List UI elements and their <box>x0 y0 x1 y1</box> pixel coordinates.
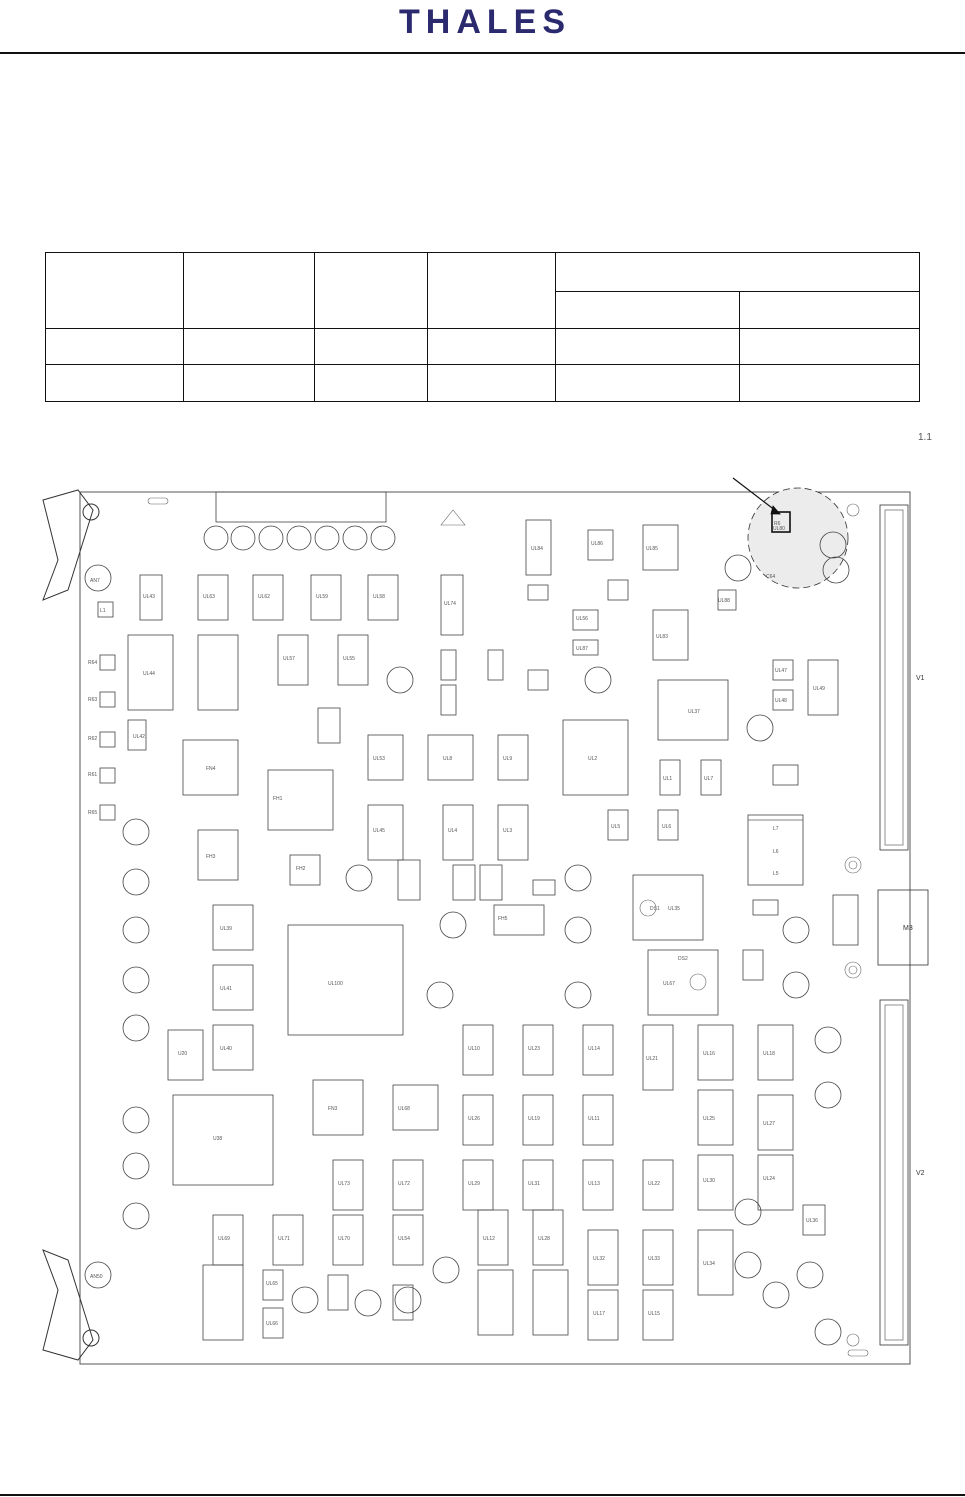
label-ul57: UL57 <box>283 656 295 662</box>
label-connector-v1: V1 <box>916 675 925 682</box>
label-ul8: UL8 <box>443 756 453 762</box>
table-header-cell <box>315 253 428 329</box>
round-capacitors <box>85 532 849 1345</box>
label-u20: U20 <box>178 1051 188 1057</box>
label-ul21: UL21 <box>646 1056 658 1062</box>
label-an50: AN50 <box>90 1274 103 1280</box>
table-subheader-cell <box>740 291 920 328</box>
table-cell <box>428 365 556 402</box>
header-strip <box>216 492 386 522</box>
label-ul30: UL30 <box>703 1178 715 1184</box>
page-header <box>0 0 965 56</box>
label-ul32: UL32 <box>593 1256 605 1262</box>
label-ul7: UL7 <box>704 776 714 782</box>
label-ul66: UL66 <box>266 1321 278 1327</box>
label-ul14: UL14 <box>588 1046 600 1052</box>
connector-v2 <box>880 1000 908 1345</box>
label-ul58: UL58 <box>373 594 385 600</box>
label-connector-v2: V2 <box>916 1170 925 1177</box>
table-cell <box>556 328 740 365</box>
board-outline <box>80 492 910 1364</box>
label-r61: R61 <box>88 772 98 778</box>
label-ul59: UL59 <box>316 594 328 600</box>
label-ul74: UL74 <box>444 601 456 607</box>
label-ul27: UL27 <box>763 1121 775 1127</box>
label-fn3: FN3 <box>328 1106 338 1112</box>
label-ul39: UL39 <box>220 926 232 932</box>
label-ul68: UL68 <box>398 1106 410 1112</box>
label-ul56: UL56 <box>576 616 588 622</box>
label-ul63: UL63 <box>203 594 215 600</box>
label-ds1: DS1 <box>650 906 660 912</box>
table-header-row <box>46 253 920 292</box>
label-ul1: UL1 <box>663 776 673 782</box>
table-cell <box>740 328 920 365</box>
table-cell <box>46 365 184 402</box>
top-capacitors <box>204 526 395 550</box>
label-r63: R63 <box>88 697 98 703</box>
label-ul42: UL42 <box>133 734 145 740</box>
label-ul71: UL71 <box>278 1236 290 1242</box>
label-ul88: UL88 <box>718 598 730 604</box>
figure-number: 1.1 <box>918 432 932 443</box>
chip-packages <box>98 520 858 1340</box>
label-ul44: UL44 <box>143 671 155 677</box>
label-ul33: UL33 <box>648 1256 660 1262</box>
board-svg <box>28 470 938 1370</box>
table-cell <box>184 328 315 365</box>
label-ul19: UL19 <box>528 1116 540 1122</box>
table-cell <box>315 365 428 402</box>
label-ul73: UL73 <box>338 1181 350 1187</box>
label-ul25: UL25 <box>703 1116 715 1122</box>
label-ul10: UL10 <box>468 1046 480 1052</box>
label-ul2: UL2 <box>588 756 598 762</box>
label-ul45: UL45 <box>373 828 385 834</box>
label-ul84: UL84 <box>531 546 543 552</box>
connector-v2-inner <box>885 1005 903 1340</box>
label-ul23: UL23 <box>528 1046 540 1052</box>
label-l1: L1 <box>100 608 106 614</box>
label-ul36: UL36 <box>806 1218 818 1224</box>
label-ul69: UL69 <box>218 1236 230 1242</box>
label-ul5: UL5 <box>611 824 621 830</box>
label-ul70: UL70 <box>338 1236 350 1242</box>
label-r65: R65 <box>88 810 98 816</box>
label-ul100: UL100 <box>328 981 343 987</box>
label-l5: L5 <box>773 871 779 877</box>
label-ul26: UL26 <box>468 1116 480 1122</box>
highlight-zone <box>748 488 848 588</box>
label-ul67: UL67 <box>663 981 675 987</box>
label-ul72: UL72 <box>398 1181 410 1187</box>
table-header-group-cell <box>556 253 920 292</box>
label-ul55: UL55 <box>343 656 355 662</box>
table-cell <box>46 328 184 365</box>
label-connector-m3: M3 <box>903 925 913 932</box>
label-fh3: FH3 <box>206 854 216 860</box>
label-ul15: UL15 <box>648 1311 660 1317</box>
label-fh2: FH2 <box>296 866 306 872</box>
label-ul34: UL34 <box>703 1261 715 1267</box>
label-ul65: UL65 <box>266 1281 278 1287</box>
label-ul16: UL16 <box>703 1051 715 1057</box>
footer-rule <box>0 1494 965 1496</box>
label-ul22: UL22 <box>648 1181 660 1187</box>
label-ul11: UL11 <box>588 1116 600 1122</box>
label-ul83: UL83 <box>656 634 668 640</box>
label-ul47: UL47 <box>775 668 787 674</box>
table-cell <box>556 365 740 402</box>
label-ul17: UL17 <box>593 1311 605 1317</box>
label-ul4: UL4 <box>448 828 458 834</box>
thales-logo <box>380 5 590 37</box>
label-ul87: UL87 <box>576 646 588 652</box>
label-ul37: UL37 <box>688 709 700 715</box>
label-ul13: UL13 <box>588 1181 600 1187</box>
label-u38: U38 <box>213 1136 223 1142</box>
label-r62: R62 <box>88 736 98 742</box>
header-rule <box>0 52 965 54</box>
label-ul85: UL85 <box>646 546 658 552</box>
label-ul31: UL31 <box>528 1181 540 1187</box>
logo-text: THALES <box>399 5 571 37</box>
circuit-board-drawing <box>28 470 938 1370</box>
label-fh1: FH1 <box>273 796 283 802</box>
table-header-cell <box>184 253 315 329</box>
label-ul48: UL48 <box>775 698 787 704</box>
label-ul28: UL28 <box>538 1236 550 1242</box>
label-ul62: UL62 <box>258 594 270 600</box>
label-ul54: UL54 <box>398 1236 410 1242</box>
label-ul43: UL43 <box>143 594 155 600</box>
label-fn4: FN4 <box>206 766 216 772</box>
label-r6: R6 <box>774 521 781 527</box>
table-cell <box>428 328 556 365</box>
label-ul18: UL18 <box>763 1051 775 1057</box>
table-cell <box>184 365 315 402</box>
table-cell <box>315 328 428 365</box>
label-ul29: UL29 <box>468 1181 480 1187</box>
table-cell <box>740 365 920 402</box>
label-ul80: UL80 <box>773 526 785 532</box>
connector-v1 <box>880 505 908 850</box>
label-fh5: FH5 <box>498 916 508 922</box>
label-ds2: DS2 <box>678 956 688 962</box>
label-ul49: UL49 <box>813 686 825 692</box>
label-ul41: UL41 <box>220 986 232 992</box>
table-row <box>46 328 920 365</box>
table-subheader-cell <box>556 291 740 328</box>
label-c64: C64 <box>766 574 776 580</box>
label-ul40: UL40 <box>220 1046 232 1052</box>
table-row <box>46 365 920 402</box>
label-ul86: UL86 <box>591 541 603 547</box>
label-r64: R64 <box>88 660 98 666</box>
label-ul6: UL6 <box>662 824 672 830</box>
label-an7: AN7 <box>90 578 100 584</box>
label-l6: L6 <box>773 849 779 855</box>
label-ul24: UL24 <box>763 1176 775 1182</box>
label-ul9: UL9 <box>503 756 513 762</box>
connector-v1-inner <box>885 510 903 845</box>
label-ul35: UL35 <box>668 906 680 912</box>
label-l7: L7 <box>773 826 779 832</box>
label-ul3: UL3 <box>503 828 513 834</box>
table-header-cell <box>46 253 184 329</box>
label-ul53: UL53 <box>373 756 385 762</box>
label-ul12: UL12 <box>483 1236 495 1242</box>
table-header-cell <box>428 253 556 329</box>
specification-table <box>45 252 920 402</box>
